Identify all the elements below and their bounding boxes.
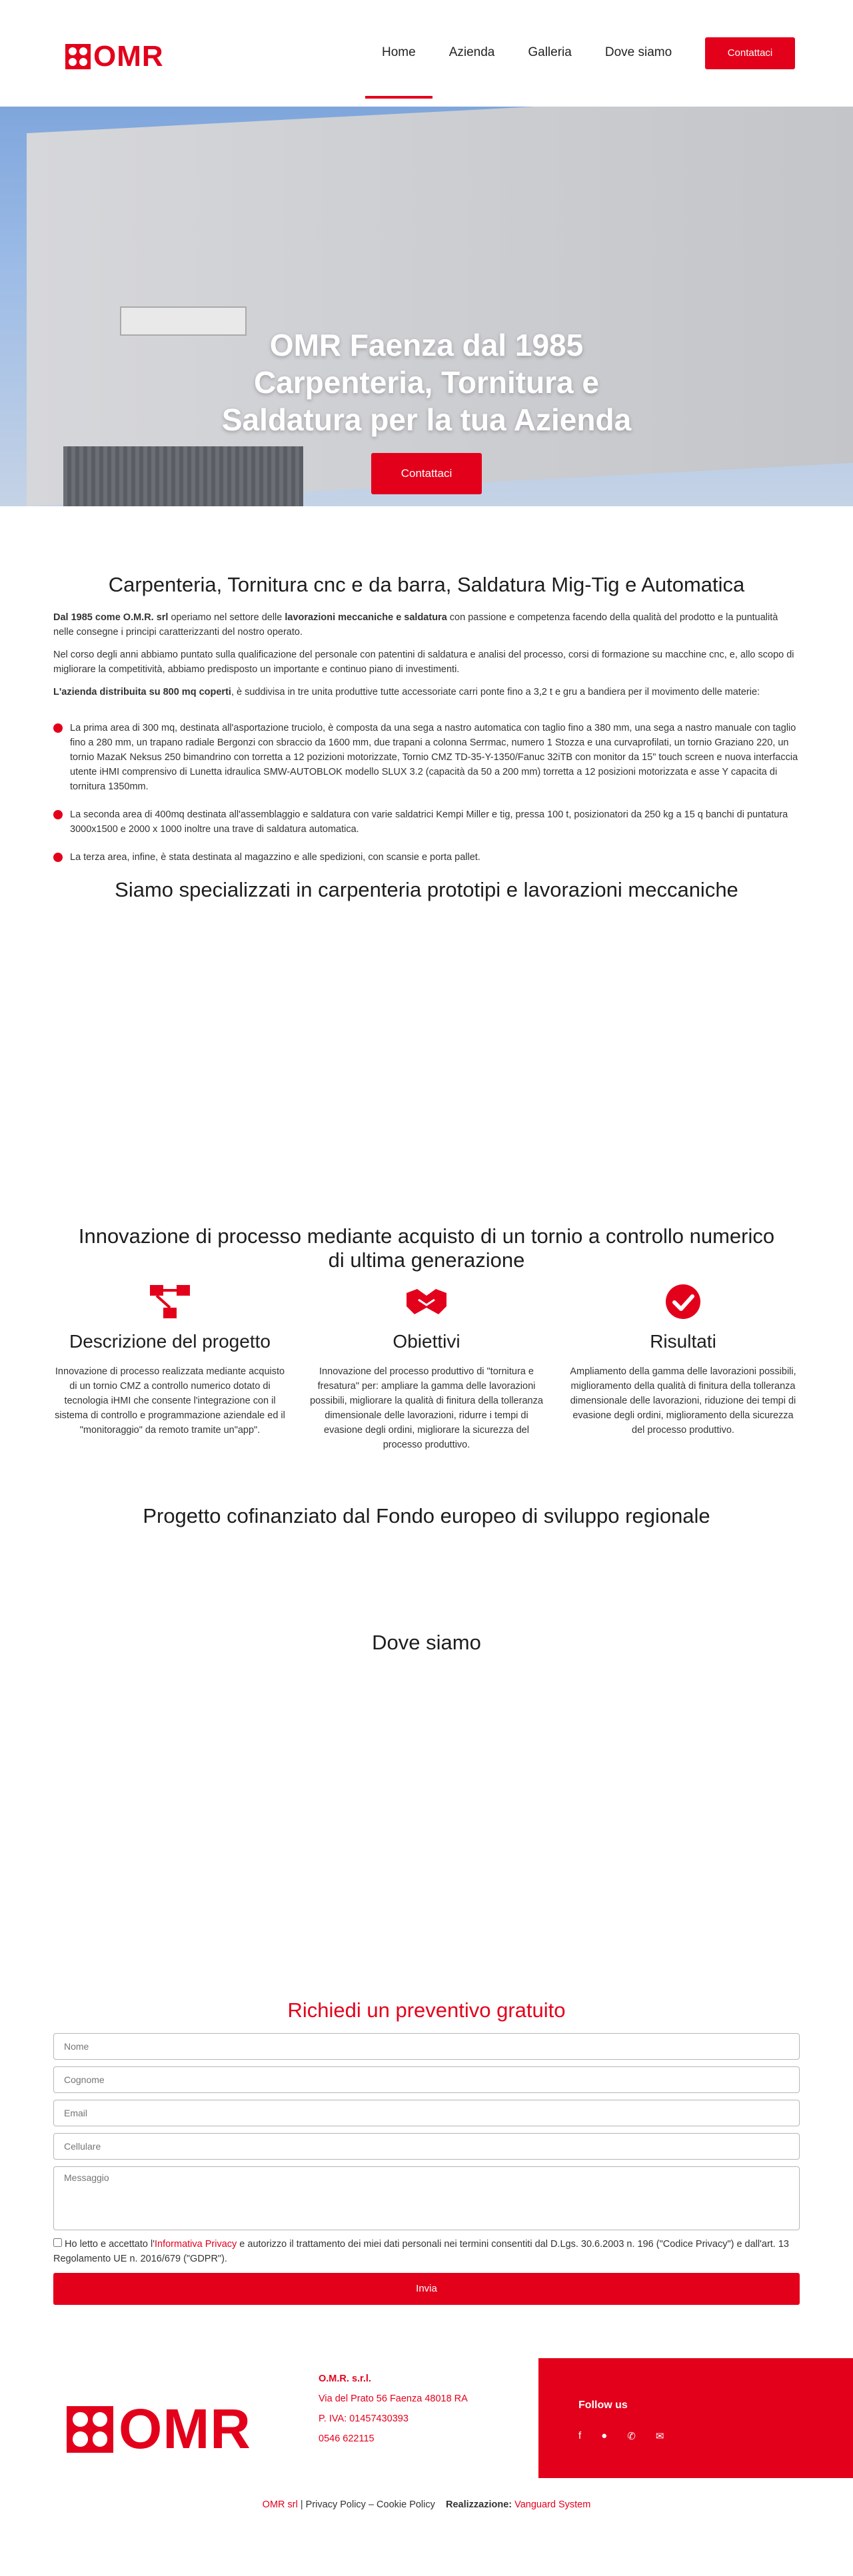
production-areas-list [53,721,800,865]
footer-logo-text: OMR [119,2397,251,2460]
list-item: La prima area di 300 mq, destinata all'asportazione truciolo, è composta da una sega a nastro automatica con taglio fino a 380 mm, una sega a nastro manuale con taglio fino a 280 mm, un trapano radiale Bergonzi con sbraccio da 1600 mm, due trapani a colonna Serrmac, numero 1 Stozza e una curvaprofilati, un tornio Graziano 220, un tornio MazaK Neksus 250 bimandrino con torretta a 12 pozizioni motorizzate, Tornio CMZ TD-35-Y-1350/Fanuc 32iTB con monitor da 15" touch screen e nuova interfaccia utente iHMI comprensivo di Lunetta idraulica SMW-AUTOBLOK modello SLUX 3.2 (capacità da 50 a 200 mm) torretta a 12 posizioni motorizzata e asse Y capacita di tornitura 1350mm. [53,721,800,794]
footer-credit-label: Realizzazione: [446,2499,512,2510]
list-item: La seconda area di 400mq destinata all'assemblaggio e saldatura con varie saldatrici Kempi Miller e tig, pressa 100 t, posizionatori da 250 kg a 15 q banchi di puntatura 3000x1500 e 2000 x 1000 inoltre una trave di saldatura automatica. [53,807,800,837]
email-icon[interactable]: ✉ [655,2431,664,2442]
hero-title-line2: Carpenteria, Tornitura e [253,365,600,400]
footer-logo[interactable] [67,2397,251,2461]
hero-contact-button[interactable]: Contattaci [371,453,482,494]
feature-title: Risultati [650,1331,716,1352]
footer-phone[interactable]: 0546 622115 [319,2433,375,2444]
fesr-section [53,1504,800,1631]
sitemap-icon [53,1282,287,1322]
intro-title: Carpenteria, Tornitura cnc e da barra, Saldatura Mig-Tig e Automatica [108,573,745,596]
footer-contact-info [319,2369,468,2449]
logo[interactable] [65,40,164,73]
location-title: Dove siamo [372,1631,481,1654]
message-textarea[interactable] [53,2166,800,2230]
feature-title: Obiettivi [393,1331,460,1352]
list-item: La terza area, infine, è stata destinata al magazzino e alle spedizioni, con scansie e porta pallet. [53,850,800,865]
innovation-features [53,1282,800,1452]
location-section [53,1631,800,1998]
feature-text: Innovazione del processo produttivo di "tornitura e fresatura" per: ampliare la gamma delle lavorazioni possibili, migliorare la qualità di finitura della tolleranza dimensionale delle lavorazioni, ridurre i tempi di evasione degli ordini, migliorare la sicurezza del processo produttivo. [310,1366,543,1450]
footer-social-box [538,2358,853,2478]
follow-label: Follow us [578,2399,628,2411]
footer-policy-links[interactable]: | Privacy Policy – Cookie Policy [297,2499,435,2510]
nav-azienda[interactable]: Azienda [448,45,495,59]
social-icons [578,2430,664,2442]
feature-title: Descrizione del progetto [69,1331,271,1352]
feature-text: Innovazione di processo realizzata mediante acquisto di un tornio CMZ a controllo numerico dotato di tecnologia iHMI che consente l'integrazione con il sistema di controllo e programmazione aziendale ed il "monitoraggio" da remoto tramite un"app". [55,1366,285,1436]
fesr-title: Progetto cofinanziato dal Fondo europeo di sviluppo regionale [143,1504,710,1527]
footer-credit-link[interactable]: Vanguard System [514,2499,591,2510]
logo-text: OMR [93,40,164,73]
intro-section [53,573,800,865]
feature-objectives [310,1282,543,1452]
site-footer [53,2358,800,2491]
feature-description [53,1282,287,1452]
innovation-title: Innovazione di processo mediante acquisto di un tornio a controllo numerico di ultima generazione [78,1224,775,1272]
privacy-link[interactable]: Informativa Privacy [154,2239,237,2250]
footer-bottom-bar [0,2499,853,2510]
surname-input[interactable] [53,2066,800,2093]
quote-form [0,1998,853,2305]
hero-banner [0,107,853,506]
hero-title-line1: OMR Faenza dal 1985 [269,328,584,362]
phone-input[interactable] [53,2133,800,2160]
logo-icon [65,44,91,69]
specialized-title: Siamo specializzati in carpenteria prototipi e lavorazioni meccaniche [115,878,738,901]
map-pin-icon[interactable]: ● [601,2430,608,2441]
email-input[interactable] [53,2100,800,2126]
check-circle-icon [566,1282,800,1322]
intro-paragraph-3: L'azienda distribuita su 800 mq coperti, è suddivisa in tre unita produttive tutte accessoriate carri ponte fino a 3,2 t e gru a bandiera per il movimento delle materie: [53,687,760,697]
building-door [63,446,303,506]
nav-home[interactable]: Home [365,43,432,99]
logo-icon [67,2406,113,2453]
footer-company: O.M.R. s.r.l. [319,2373,371,2384]
intro-paragraph-1: Dal 1985 come O.M.R. srl operiamo nel settore delle lavorazioni meccaniche e saldatura con passione e competenza facendo della qualità del prodotto e la puntualità nelle consegne i principi caratterizzanti del nostro operato. [53,612,778,638]
footer-vat: P. IVA: 01457430393 [319,2413,409,2424]
nav-dove-siamo[interactable]: Dove siamo [604,45,672,59]
privacy-checkbox[interactable] [53,2238,62,2247]
submit-button[interactable]: Invia [53,2273,800,2305]
intro-paragraph-2: Nel corso degli anni abbiamo puntato sulla qualificazione del personale con patentini di saldatura e analisi del processo, corsi di formazione su macchine cnc, e, allo scopo di migliorare la competitività, abbiamo predisposto un importante e continuo piano di investimenti. [53,649,794,675]
privacy-consent: Ho letto e accettato l'Informativa Privacy e autorizzo il trattamento dei miei dati personali nei termini consentiti dal D.Lgs. 30.6.2003 n. 196 ("Codice Privacy") e dall'art. 13 Regolamento UE n. 2016/679 ("GDPR"). [53,2239,789,2264]
innovation-section [53,1224,800,1272]
handshake-icon [310,1282,543,1322]
form-title: Richiedi un preventivo gratuito [287,1998,566,2022]
main-nav [365,43,688,99]
footer-address: Via del Prato 56 Faenza 48018 RA [319,2393,468,2404]
footer-bottom-company: OMR srl [262,2499,298,2510]
header-contact-button[interactable]: Contattaci [705,37,795,69]
feature-results [566,1282,800,1452]
specialized-section [53,878,800,1224]
feature-text: Ampliamento della gamma delle lavorazioni possibili, miglioramento della qualità di finitura della tolleranza dimensionale delle lavorazioni, riduzione dei tempi di evasione degli ordini, miglioramento della sicurezza del processo produttivo. [570,1366,796,1436]
phone-icon[interactable]: ✆ [627,2431,636,2442]
facebook-icon[interactable]: f [578,2430,582,2441]
site-header [0,0,853,107]
nav-galleria[interactable]: Galleria [528,45,572,59]
hero-title [0,326,853,438]
name-input[interactable] [53,2033,800,2060]
hero-title-line3: Saldatura per la tua Azienda [221,402,632,437]
